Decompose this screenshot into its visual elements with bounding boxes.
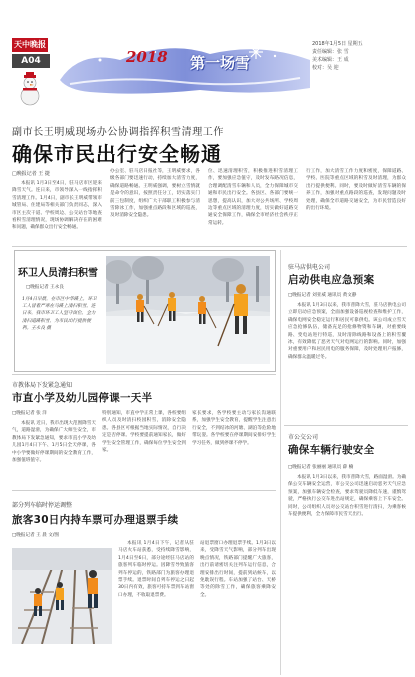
sanitation-caption: 1月4日早晨，在市区中华路上，环卫工人冒着严寒在马路上清扫积雪。连日来，我市环卫工人坚守岗位，全力清扫道路积雪，为市民出行提供便利。王永良 摄	[22, 297, 97, 331]
sanitation-photo	[106, 256, 270, 364]
logo: 天中晚报	[12, 38, 48, 52]
bus-section: 市公交公司	[288, 434, 319, 441]
heating-section: 驻马店供电公司	[288, 264, 331, 271]
lead-col-2: 办公室、驻马店日报社等，王明威要求，各级各部门要迅速行动，持续加大清雪力度，确保道路畅通。王明威强调，要树立雪情就是命令的意识，按照责任分工，切实落实门前三包制度，组织广大干部职工积极参与清雪除冰工作，加强重点路段和区域的巡查，及时消除安全隐患。	[110, 169, 200, 219]
snowman-icon	[6, 72, 54, 106]
rail-col-2: 站退票窗口办理退票手续。1月3日以来，受降雪天气影响，部分列车出现晚点情况，铁路部门提醒广大旅客，出行前请密切关注列车运行信息，合理安排出行时间，提前到站候车，以免耽误行程。车站加强了站台、天桥等处的除雪工作，确保旅客乘降安全。	[200, 541, 276, 598]
check-line: 校对：吴 迎	[312, 65, 339, 71]
proof-line: 美术编辑：王 成	[312, 57, 349, 63]
sanitation-byline: □晚报记者 王永良	[26, 285, 64, 290]
heating-byline: □晚报记者 刘亚威 通讯员 黄文静	[288, 293, 357, 298]
lead-col-4: 行工作，加大清雪工作力度和密度，保障道路、学校、医院等重点区域的积雪及时清理，为群众出行提供便利。同时，要及时做好清雪车辆的保养工作，加强对重点路段的巡查，发现问题及时处理，确保全市道路交通安全，为市民营造良好的出行环境。	[306, 169, 406, 212]
schools-headline: 市直小学及幼儿园停课一天半	[12, 392, 153, 404]
sanitation-headline: 环卫人员清扫积雪	[18, 268, 98, 279]
schools-col-1: 本报讯 近日，我市出现大范围降雪天气，道路湿滑，为确保广大师生安全，市教体局下发紧急通知，要求市直小学及幼儿园1月4日下午、1月5日全天停课，各中小学要做好停课期间的安全教育工作，加强值班值守。	[12, 421, 96, 464]
lead-col-1: 本报讯 1月3日至4日，驻马店市区迎来降雪天气。连日来，市领导深入一线指挥积雪清理工作。1月4日，副市长王明威带领市城管局、住建局等相关部门负责同志，深入市区主次干道、学校周边、公交站台等地查看积雪清理情况，现场协调解决存在的困难和问题，确保群众出行安全畅通。	[12, 181, 102, 231]
snowflake-icon	[248, 44, 264, 60]
rail-col-1: 本报讯 1月4日下午，记者从驻马店火车站获悉，受持续降雪影响，1月4日至6日，部分途经驻马店站的旅客列车临时停运。因降雪导致旅客列车停运的，铁路部门为旅客办理退票手续。退票时间自列车停运之日起30日内有效，旅客可持车票到车站窗口办理，不收取退票费。	[118, 541, 194, 598]
schools-col-3: 家长要求，各学校要主动与家长沟通联系，加强学生安全教育，提醒学生注意出行安全，不到结冰的河塘、湖泊等危险地带玩耍。各学校要在停课期间安排好学生学习任务，做到停课不停学。	[192, 411, 276, 446]
schools-byline: □晚报记者 张 洋	[12, 411, 47, 416]
lead-col-3: 位、迅速清理积雪，积极推进积雪清理工作，要加强应急值守，及时发布路况信息，合理调配清雪车辆和人员，全力保障城市交通和市民出行安全。各县区、各部门要统一思想，提高认识，加大对公共场所、学校周边等重点区域的清理力度，切实做好道路交通安全保障工作，确保全市经济社会秩序正常运转。	[208, 169, 298, 226]
bus-headline: 确保车辆行驶安全	[288, 444, 375, 456]
editor-line: 责任编辑：张 雪	[312, 49, 349, 55]
rail-section: 部分列车临时停运调整	[12, 502, 73, 509]
banner-year: 2018	[126, 48, 168, 66]
masthead	[0, 0, 415, 108]
bus-byline: □晚报记者 张丽丽 通讯员 薛 楠	[288, 465, 354, 470]
heating-body: 本报讯 1月3日以来，我市普降大雪，驻马店供电公司立即启动应急预案，全面加强设备巡视检查和维护工作，确保电网安全稳定运行和居民可靠供电。该公司成立雪天应急抢修队伍，储备充足的抢修物资和车辆，对重要线路、变电站进行特巡，及时清除线路和设备上的积雪覆冰，有效降低了恶劣天气对电网运行的影响。同时，加强对重要用户和居民用电的服务保障，及时处理用户报修，确保群众温暖过冬。	[288, 303, 406, 360]
lead-kicker: 副市长王明威现场办公协调指挥积雪清理工作	[12, 127, 224, 138]
banner-title: 第一场雪	[190, 54, 251, 72]
schools-col-2: 特别通知，市直中学正常上课，各校要组织人员及时清扫校园积雪，消除安全隐患。各县区可根据当地实际情况，自行决定是否停课。学校要提前通知家长，做好学生安全管理工作，确保每位学生安全到家。	[102, 411, 186, 454]
snow-banner	[60, 40, 310, 96]
bus-body: 本报讯 1月3日以来，我市普降大雪，路面湿滑。为确保公交车辆安全运营，市公交公司迅速启动恶劣天气应急预案，加强车辆安全检查，要求驾驶员降低车速，谨慎驾驶，严格执行公交车进出站规定，确保乘客上下车安全。同时，公司组织人员对公交站台积雪进行清扫，为乘客候车提供便利，全力保障市民雪天出行。	[288, 475, 406, 518]
page-code: A04	[12, 54, 50, 68]
date-line: 2018年1月5日 星期五	[312, 41, 363, 47]
rail-headline: 旅客30日内持车票可办理退票手续	[12, 514, 179, 526]
lead-byline: □晚报记者 王 捷	[12, 171, 50, 177]
schools-section: 市教体局下发紧急通知	[12, 382, 73, 389]
rail-photo	[12, 548, 112, 644]
rail-byline: □晚报记者 王 晨 文/图	[12, 533, 60, 538]
heating-headline: 启动供电应急预案	[288, 274, 375, 286]
lead-headline: 确保市民出行安全畅通	[12, 142, 222, 166]
